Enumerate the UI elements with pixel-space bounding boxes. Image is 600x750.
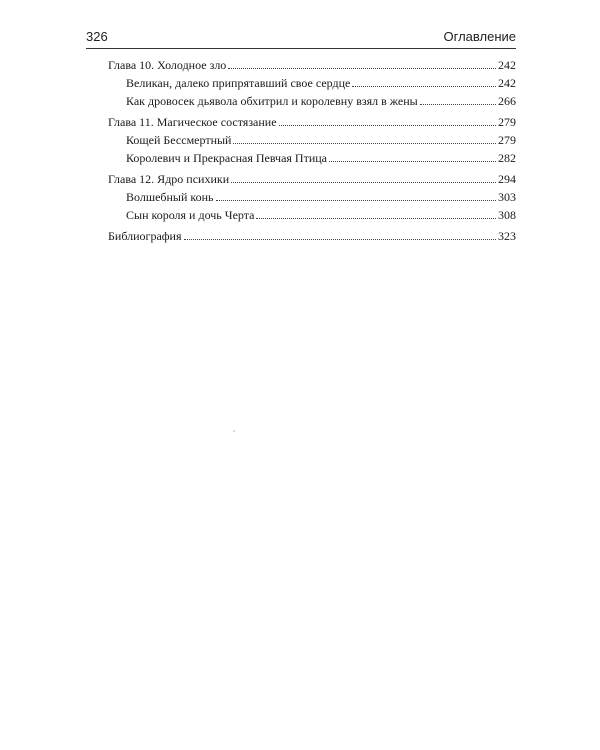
dot-leader bbox=[256, 218, 496, 219]
toc-entry-section bbox=[108, 74, 516, 92]
toc-entry-page: 303 bbox=[498, 190, 516, 204]
toc-entry-page: 242 bbox=[498, 58, 516, 72]
toc-entry-section bbox=[108, 206, 516, 224]
toc-entry-title: Волшебный конь bbox=[126, 190, 214, 204]
toc-entry-section bbox=[108, 149, 516, 167]
dot-leader bbox=[329, 161, 496, 162]
toc-entry-title: Глава 11. Магическое состязание bbox=[108, 115, 277, 129]
toc-entry-title: Библиография bbox=[108, 229, 182, 243]
toc-entry-page: 282 bbox=[498, 151, 516, 165]
dot-leader bbox=[228, 68, 496, 69]
toc-entry-page: 323 bbox=[498, 229, 516, 243]
toc-entry-title: Сын короля и дочь Черта bbox=[126, 208, 255, 222]
dot-leader bbox=[279, 125, 496, 126]
toc-entry-title: Королевич и Прекрасная Певчая Птица bbox=[126, 151, 328, 165]
page-number: 326 bbox=[86, 29, 108, 44]
dot-leader bbox=[352, 86, 496, 87]
toc-entry-page: 308 bbox=[498, 208, 516, 222]
dot-leader bbox=[216, 200, 496, 201]
toc-entry-page: 279 bbox=[498, 133, 516, 147]
toc-entry-section bbox=[108, 131, 516, 149]
toc-entry-page: 294 bbox=[498, 172, 516, 186]
running-header bbox=[86, 29, 516, 49]
toc-entry-section bbox=[108, 188, 516, 206]
toc-entry-title: Кощей Бессмертный bbox=[126, 133, 232, 147]
paper-speck bbox=[233, 430, 235, 432]
toc-entry-chapter bbox=[108, 56, 516, 74]
dot-leader bbox=[231, 182, 496, 183]
toc-entry-title: Глава 10. Холодное зло bbox=[108, 58, 227, 72]
toc-entry-page: 242 bbox=[498, 76, 516, 90]
toc-entry-title: Глава 12. Ядро психики bbox=[108, 172, 230, 186]
dot-leader bbox=[184, 239, 497, 240]
header-rule bbox=[86, 48, 516, 49]
dot-leader bbox=[420, 104, 496, 105]
running-section-title: Оглавление bbox=[443, 29, 516, 44]
toc-entry-page: 266 bbox=[498, 94, 516, 108]
toc-entry-title: Как дровосек дьявола обхитрил и королевну взял в жены bbox=[126, 94, 418, 108]
dot-leader bbox=[233, 143, 496, 144]
toc-entry-chapter bbox=[108, 113, 516, 131]
toc-entry-title: Великан, далеко припрятавший свое сердце bbox=[126, 76, 351, 90]
toc-entry-chapter bbox=[108, 170, 516, 188]
table-of-contents bbox=[108, 56, 516, 245]
toc-entry-section bbox=[108, 92, 516, 110]
toc-entry-page: 279 bbox=[498, 115, 516, 129]
toc-entry-bibliography bbox=[108, 227, 516, 245]
